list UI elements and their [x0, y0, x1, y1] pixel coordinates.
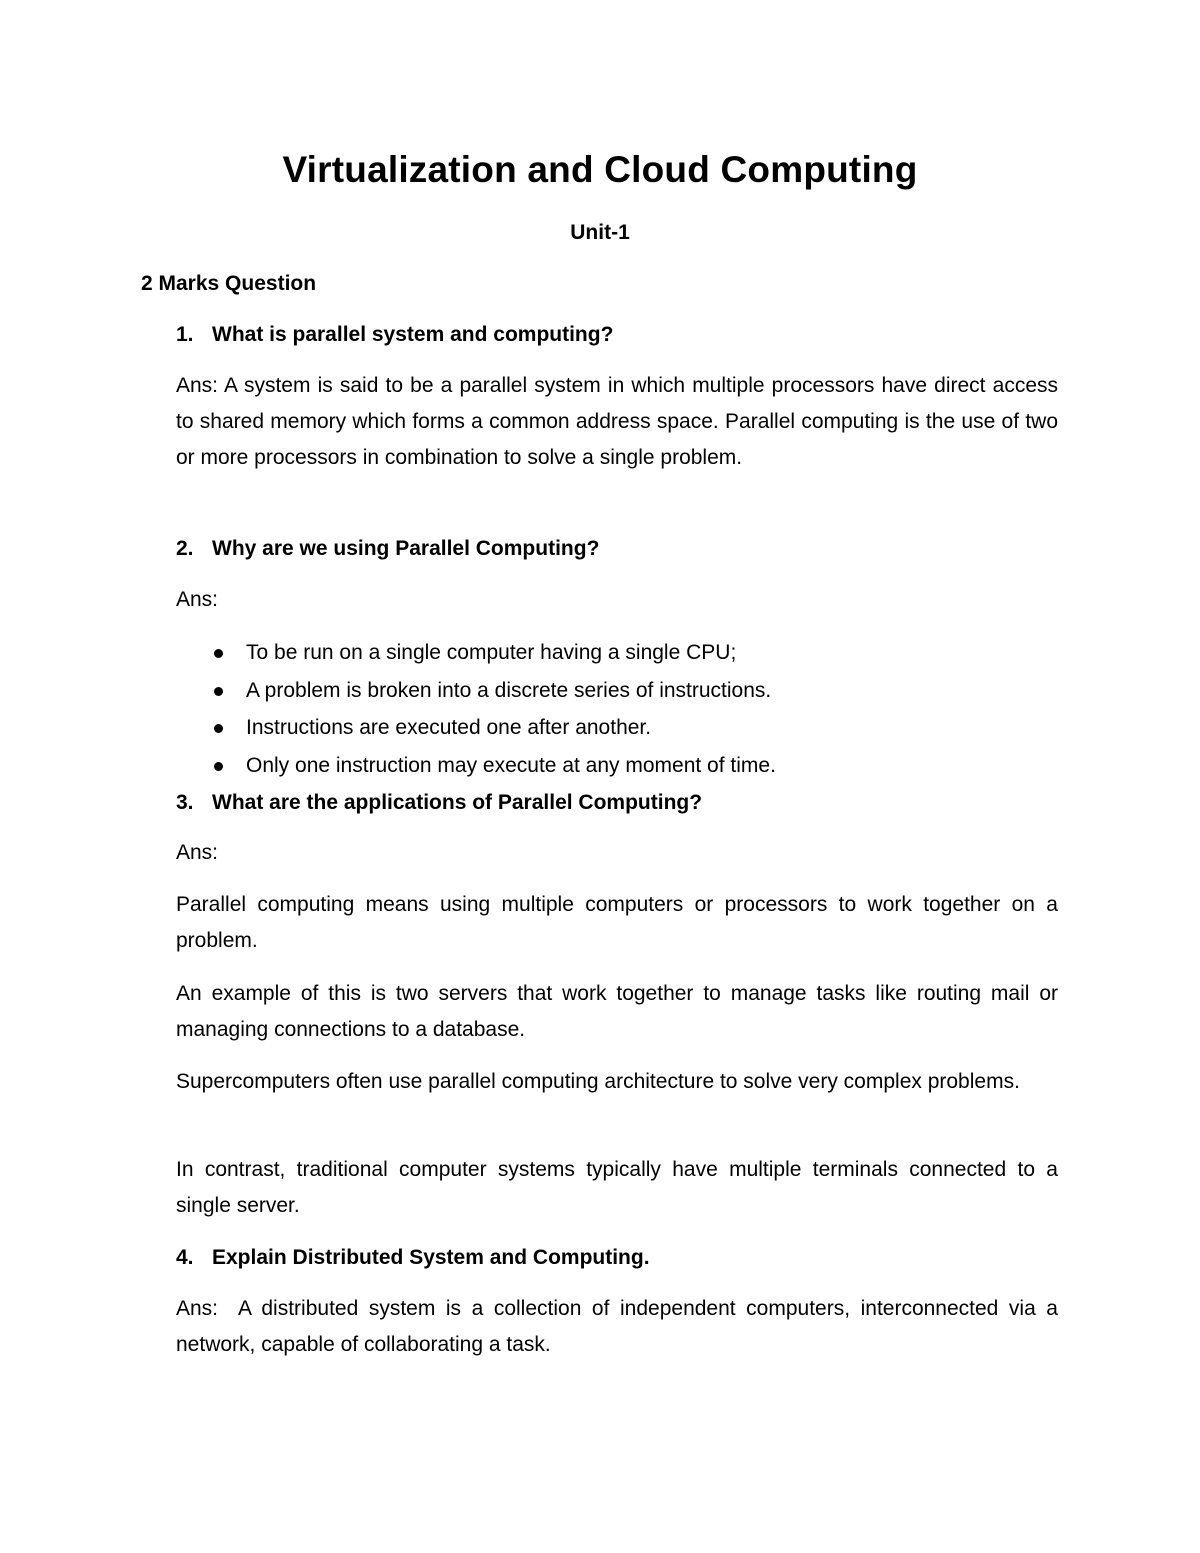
- question-1-answer: Ans: A system is said to be a parallel system in which multiple processors have direct access to shared memory which forms a common address space. Parallel computing is the use of two or more processors in combination to solve a single problem.: [176, 374, 1058, 469]
- bullet-item: [176, 711, 776, 749]
- question-number: 4.: [176, 1246, 194, 1269]
- bullet-icon: [214, 724, 223, 733]
- question-3-paragraph: Parallel computing means using multiple computers or processors to work together on a problem.: [176, 893, 1058, 952]
- question-2-heading: [176, 534, 599, 564]
- question-text: What is parallel system and computing?: [212, 323, 614, 346]
- question-text: Why are we using Parallel Computing?: [212, 537, 600, 560]
- bullet-item: [176, 636, 776, 674]
- question-3-heading: [176, 788, 702, 818]
- bullet-item: [176, 674, 776, 712]
- question-4-answer: Ans: A distributed system is a collection of independent computers, interconnected via a network, capable of collaborating a task.: [176, 1297, 1064, 1356]
- question-number: 1.: [176, 323, 194, 346]
- question-number: 3.: [176, 791, 194, 814]
- bullet-item: [176, 749, 776, 787]
- bullet-text: Only one instruction may execute at any moment of time.: [246, 753, 776, 777]
- question-2-bullet-list: [176, 636, 776, 786]
- bullet-icon: [214, 649, 223, 658]
- question-4-heading: [176, 1243, 650, 1273]
- question-3-paragraph: Supercomputers often use parallel computing architecture to solve very complex problems.: [176, 1070, 1020, 1093]
- bullet-text: A problem is broken into a discrete series of instructions.: [246, 678, 772, 702]
- bullet-text: To be run on a single computer having a single CPU;: [246, 641, 737, 664]
- document-title: Virtualization and Cloud Computing: [282, 149, 918, 190]
- question-3-paragraph: In contrast, traditional computer systems typically have multiple terminals connected to a single server.: [176, 1158, 1058, 1217]
- question-1-heading: [176, 320, 613, 350]
- question-text: Explain Distributed System and Computing.: [212, 1246, 650, 1269]
- question-2-answer-label: Ans:: [176, 588, 219, 611]
- bullet-text: Instructions are executed one after another.: [246, 716, 652, 739]
- question-3-answer-label: Ans:: [176, 841, 219, 864]
- question-text: What are the applications of Parallel Computing?: [212, 791, 703, 814]
- question-3-paragraph: An example of this is two servers that work together to manage tasks like routing mail or managing connections to a database.: [176, 982, 1058, 1041]
- question-number: 2.: [176, 537, 194, 560]
- bullet-icon: [214, 687, 223, 696]
- section-heading: 2 Marks Question: [141, 272, 317, 295]
- unit-label: Unit-1: [570, 221, 630, 244]
- bullet-icon: [214, 762, 223, 771]
